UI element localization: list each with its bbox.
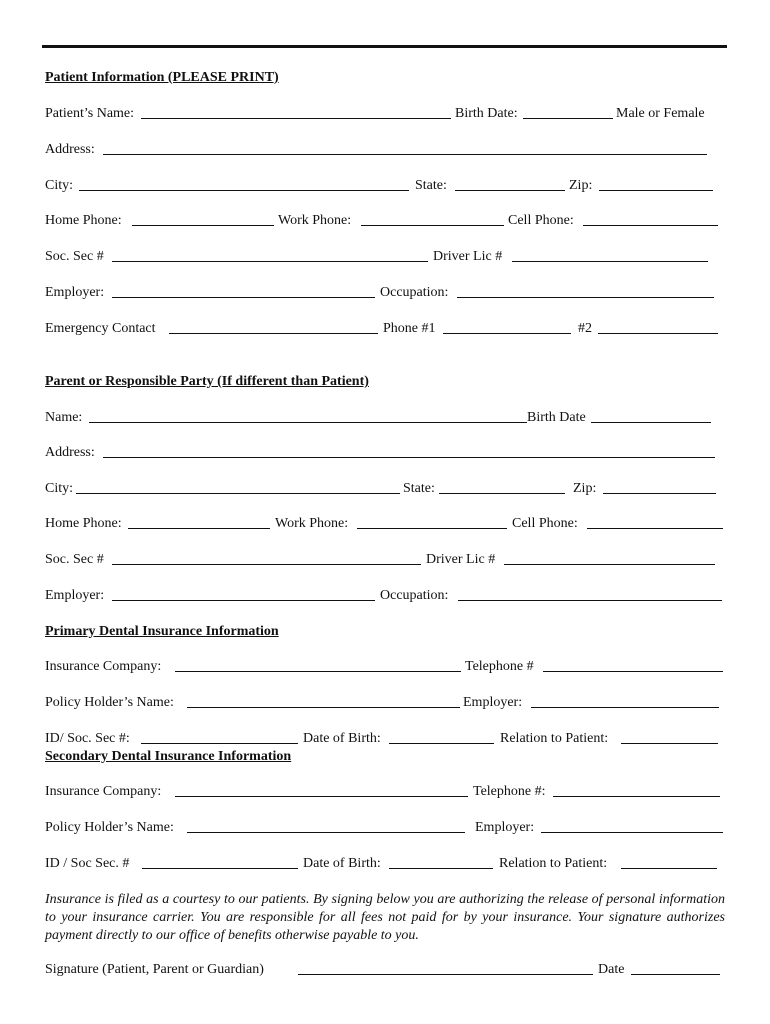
patient-cell-phone-field[interactable]	[583, 225, 718, 226]
parent-address-row	[45, 444, 730, 462]
parent-address-field[interactable]	[103, 457, 715, 458]
secondary-company-field[interactable]	[175, 796, 468, 797]
parent-name-row	[45, 409, 730, 427]
secondary-company-row	[45, 783, 730, 801]
patient-name-field[interactable]	[141, 118, 451, 119]
patient-city-row	[45, 177, 730, 195]
patient-zip-label: Zip:	[569, 178, 593, 193]
signature-label: Signature (Patient, Parent or Guardian)	[45, 962, 264, 977]
parent-zip-label: Zip:	[573, 481, 597, 496]
patient-state-label: State:	[415, 178, 447, 193]
primary-insurance-heading: Primary Dental Insurance Information	[45, 624, 279, 639]
parent-city-label: City:	[45, 481, 74, 496]
secondary-id-field[interactable]	[142, 868, 298, 869]
secondary-holder-row	[45, 819, 730, 837]
parent-employment-row	[45, 587, 730, 605]
secondary-telephone-label: Telephone #:	[473, 784, 546, 799]
patient-phone2-label: #2	[578, 321, 592, 336]
patient-name-row	[45, 105, 730, 123]
primary-holder-field[interactable]	[187, 707, 460, 708]
patient-ssn-field[interactable]	[112, 261, 428, 262]
primary-relation-field[interactable]	[621, 743, 718, 744]
parent-work-phone-field[interactable]	[357, 528, 507, 529]
patient-work-phone-label: Work Phone:	[278, 213, 352, 228]
parent-occupation-field[interactable]	[458, 600, 722, 601]
parent-home-phone-field[interactable]	[128, 528, 270, 529]
secondary-insurance-heading: Secondary Dental Insurance Information	[45, 749, 292, 764]
parent-employer-label: Employer:	[45, 588, 105, 603]
patient-employer-field[interactable]	[112, 297, 375, 298]
secondary-holder-field[interactable]	[187, 832, 465, 833]
patient-state-field[interactable]	[455, 190, 565, 191]
patient-phone1-label: Phone #1	[383, 321, 436, 336]
primary-company-field[interactable]	[175, 671, 461, 672]
parent-driver-lic-field[interactable]	[504, 564, 715, 565]
patient-city-field[interactable]	[79, 190, 409, 191]
signature-date-field[interactable]	[631, 974, 720, 975]
parent-city-row	[45, 480, 730, 498]
patient-city-label: City:	[45, 178, 74, 193]
parent-name-label: Name:	[45, 410, 83, 425]
parent-work-phone-label: Work Phone:	[275, 516, 349, 531]
patient-address-row	[45, 141, 730, 159]
secondary-id-row	[45, 855, 730, 873]
patient-home-phone-field[interactable]	[132, 225, 274, 226]
insurance-notice: Insurance is filed as a courtesy to our patients. By signing below you are authorizing the release of personal information to your insurance carrier. You are responsible for all fees not paid for by your insurance. Your signature authorizes payment directly to our office of benefits otherwise payable to you.	[45, 892, 725, 943]
primary-id-label: ID/ Soc. Sec #:	[45, 731, 130, 746]
parent-home-phone-label: Home Phone:	[45, 516, 122, 531]
patient-employer-label: Employer:	[45, 285, 105, 300]
secondary-id-label: ID / Soc Sec. #	[45, 856, 130, 871]
primary-dob-field[interactable]	[389, 743, 494, 744]
parent-section-heading: Parent or Responsible Party (If different than Patient)	[45, 374, 369, 389]
patient-driver-lic-field[interactable]	[512, 261, 708, 262]
parent-ssn-field[interactable]	[112, 564, 421, 565]
parent-city-field[interactable]	[76, 493, 400, 494]
patient-ids-row	[45, 248, 730, 266]
parent-birth-date-field[interactable]	[591, 422, 711, 423]
secondary-relation-label: Relation to Patient:	[499, 856, 608, 871]
patient-phone1-field[interactable]	[443, 333, 571, 334]
signature-date-label: Date	[598, 962, 625, 977]
secondary-dob-field[interactable]	[389, 868, 493, 869]
patient-section-heading: Patient Information (PLEASE PRINT)	[45, 70, 279, 85]
parent-name-field[interactable]	[89, 422, 527, 423]
secondary-dob-label: Date of Birth:	[303, 856, 381, 871]
patient-zip-field[interactable]	[599, 190, 713, 191]
secondary-company-label: Insurance Company:	[45, 784, 162, 799]
parent-zip-field[interactable]	[603, 493, 716, 494]
patient-work-phone-field[interactable]	[361, 225, 504, 226]
primary-telephone-label: Telephone #	[465, 659, 534, 674]
patient-phones-row	[45, 212, 730, 230]
patient-sex-label: Male or Female	[616, 106, 705, 121]
patient-address-label: Address:	[45, 142, 95, 157]
parent-cell-phone-field[interactable]	[587, 528, 723, 529]
primary-relation-label: Relation to Patient:	[500, 731, 609, 746]
parent-ids-row	[45, 551, 730, 569]
patient-employment-row	[45, 284, 730, 302]
patient-emergency-field[interactable]	[169, 333, 378, 334]
parent-driver-lic-label: Driver Lic #	[426, 552, 496, 567]
primary-telephone-field[interactable]	[543, 671, 723, 672]
patient-phone2-field[interactable]	[598, 333, 718, 334]
parent-state-field[interactable]	[439, 493, 565, 494]
patient-emergency-row	[45, 320, 730, 338]
primary-employer-field[interactable]	[531, 707, 719, 708]
patient-emergency-label: Emergency Contact	[45, 321, 156, 336]
primary-id-field[interactable]	[141, 743, 298, 744]
secondary-relation-field[interactable]	[621, 868, 717, 869]
patient-birth-date-field[interactable]	[523, 118, 613, 119]
patient-occupation-field[interactable]	[457, 297, 714, 298]
parent-ssn-label: Soc. Sec #	[45, 552, 104, 567]
patient-driver-lic-label: Driver Lic #	[433, 249, 503, 264]
patient-birth-date-label: Birth Date:	[455, 106, 518, 121]
primary-holder-row	[45, 694, 730, 712]
primary-employer-label: Employer:	[463, 695, 523, 710]
primary-dob-label: Date of Birth:	[303, 731, 381, 746]
patient-home-phone-label: Home Phone:	[45, 213, 122, 228]
parent-occupation-label: Occupation:	[380, 588, 449, 603]
primary-holder-label: Policy Holder’s Name:	[45, 695, 174, 710]
parent-phones-row	[45, 515, 730, 533]
primary-company-label: Insurance Company:	[45, 659, 162, 674]
top-rule	[42, 45, 727, 48]
secondary-employer-field[interactable]	[541, 832, 723, 833]
secondary-employer-label: Employer:	[475, 820, 535, 835]
primary-company-row	[45, 658, 730, 676]
parent-address-label: Address:	[45, 445, 95, 460]
signature-row	[45, 961, 730, 979]
parent-birth-date-label: Birth Date	[527, 410, 586, 425]
patient-ssn-label: Soc. Sec #	[45, 249, 104, 264]
patient-cell-phone-label: Cell Phone:	[508, 213, 574, 228]
secondary-telephone-field[interactable]	[553, 796, 720, 797]
parent-state-label: State:	[403, 481, 435, 496]
parent-cell-phone-label: Cell Phone:	[512, 516, 578, 531]
patient-address-field[interactable]	[103, 154, 707, 155]
secondary-holder-label: Policy Holder’s Name:	[45, 820, 174, 835]
signature-field[interactable]	[298, 974, 593, 975]
parent-employer-field[interactable]	[112, 600, 375, 601]
patient-name-label: Patient’s Name:	[45, 106, 135, 121]
patient-occupation-label: Occupation:	[380, 285, 449, 300]
primary-id-row	[45, 730, 730, 748]
